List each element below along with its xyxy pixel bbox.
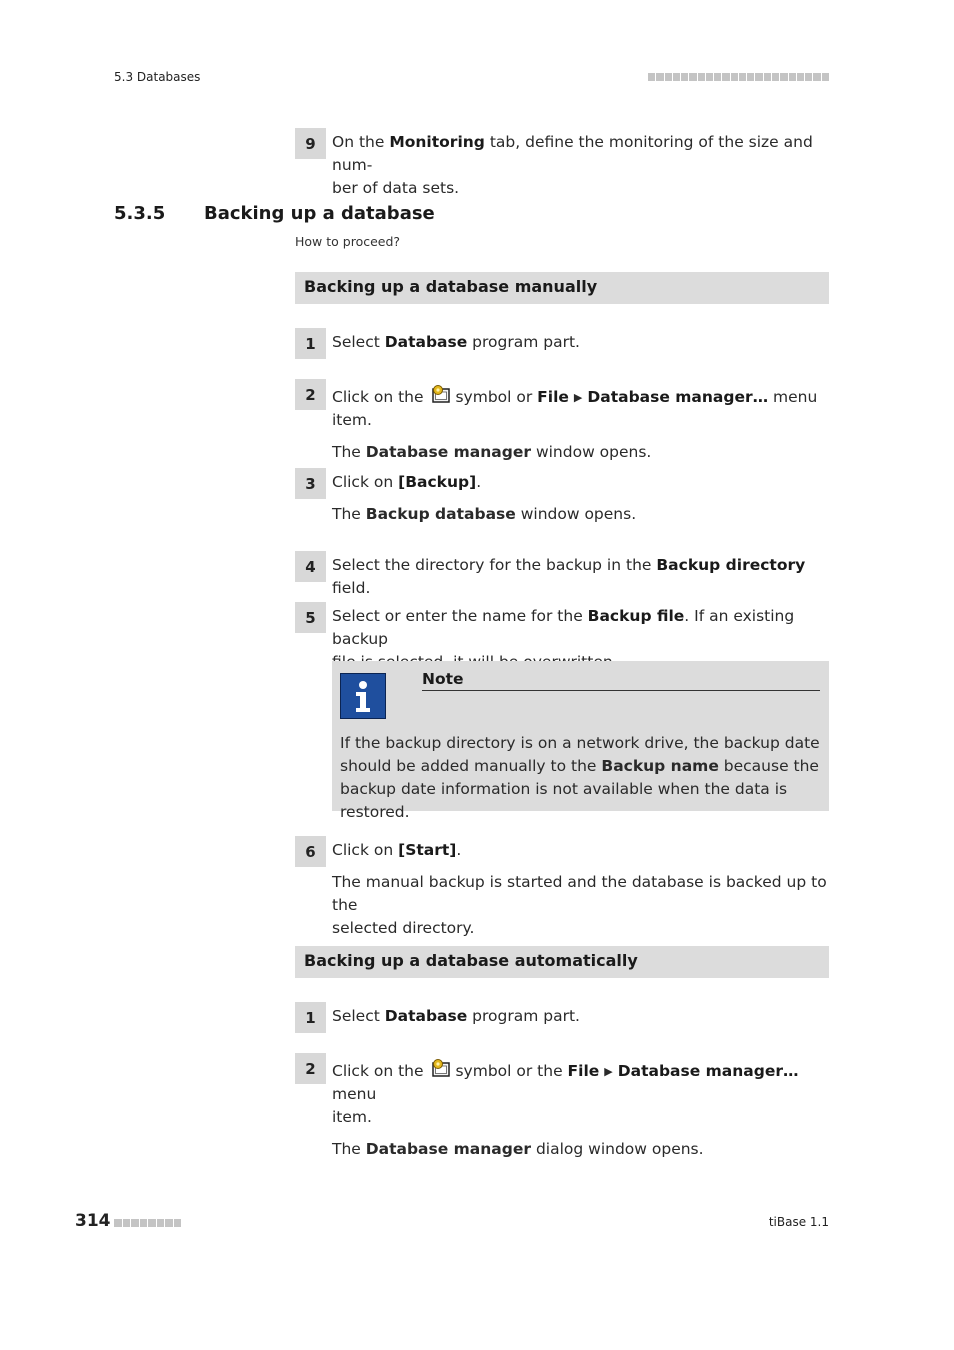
footer-decoration (114, 1219, 181, 1227)
step-text: Click on [Backup]. (332, 473, 482, 491)
section-title: Backing up a database (204, 203, 435, 224)
step-number: 2 (295, 379, 326, 410)
auto-backup-heading: Backing up a database automatically (295, 946, 829, 978)
step-result: The Database manager window opens. (332, 443, 652, 461)
step-result: The Database manager dialog window opens. (332, 1140, 704, 1158)
header-decoration (648, 73, 829, 81)
note-box (332, 661, 829, 821)
step-text: On the Monitoring tab, define the monitoring of the size and num- ber of data sets. (332, 133, 813, 197)
step-text: Click on [Start]. (332, 841, 462, 859)
step-number: 5 (295, 602, 326, 633)
step-number: 9 (295, 128, 326, 159)
step-text: Click on the symbol or the File ▶ Database manager… menu item. (332, 1053, 829, 1129)
manual-backup-heading: Backing up a database manually (295, 272, 829, 304)
step-text: Click on the symbol or File ▶ Database manager… menu item. (332, 379, 829, 432)
database-manager-icon (431, 384, 451, 404)
manual-step-3 (295, 468, 829, 526)
manual-step-6 (295, 836, 829, 940)
running-header-section: 5.3 Databases (114, 70, 201, 84)
database-manager-icon (431, 1058, 451, 1078)
page-number: 314 (75, 1211, 111, 1231)
auto-step-2 (295, 1053, 829, 1161)
section-heading (114, 203, 435, 224)
menu-arrow-icon: ▶ (604, 1065, 613, 1078)
section-intro: How to proceed? (295, 234, 401, 249)
step-number: 4 (295, 551, 326, 582)
menu-arrow-icon: ▶ (573, 391, 583, 404)
step-text: Select the directory for the backup in the Backup directory field. (332, 556, 806, 597)
auto-step-1 (295, 1002, 829, 1028)
step-number: 2 (295, 1053, 326, 1084)
step-number: 1 (295, 1002, 326, 1033)
info-icon (340, 673, 386, 719)
section-number: 5.3.5 (114, 203, 166, 224)
step-number: 6 (295, 836, 326, 867)
step-text: Select or enter the name for the Backup file. If an existing backup (332, 607, 795, 648)
manual-step-2 (295, 379, 829, 464)
step-result: The manual backup is started and the database is backed up to the selected directory. (332, 873, 827, 937)
step-text: Select Database program part. (332, 1007, 580, 1025)
note-body: If the backup directory is on a network drive, the backup date should be added manually to the Backup name because the backup date information is not available when the data is restored. (340, 734, 820, 821)
note-title: Note (422, 670, 820, 691)
step-9 (295, 128, 829, 200)
step-result: The Backup database window opens. (332, 505, 637, 523)
manual-step-1 (295, 328, 829, 354)
manual-step-4 (295, 551, 829, 600)
footer-product: tiBase 1.1 (768, 1215, 829, 1229)
step-number: 1 (295, 328, 326, 359)
step-number: 3 (295, 468, 326, 499)
step-text: Select Database program part. (332, 333, 580, 351)
